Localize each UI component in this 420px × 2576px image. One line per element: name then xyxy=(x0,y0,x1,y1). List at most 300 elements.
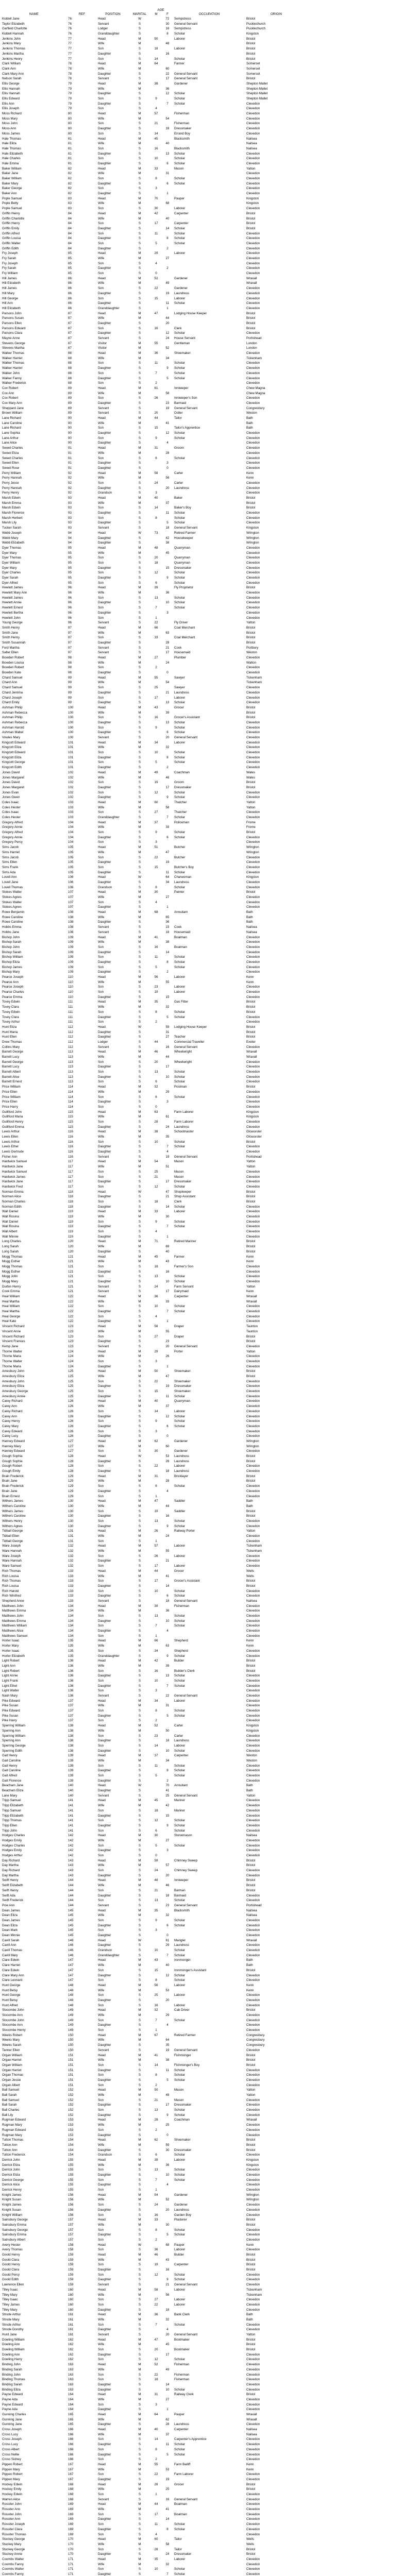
cell-name: Pople Samuel xyxy=(2,207,22,211)
cell-female-age xyxy=(161,221,172,226)
cell-name: Vincent Richard xyxy=(2,1334,25,1338)
cell-origin: Wrington xyxy=(246,2193,259,2197)
cell-male-age: 20 xyxy=(154,411,158,415)
cell-position: Son xyxy=(98,1264,104,1268)
table-row xyxy=(0,1404,420,1409)
table-row xyxy=(0,1294,420,1299)
cell-occupation: Scholar xyxy=(174,431,185,435)
cell-male-age xyxy=(149,22,161,27)
cell-marital: S xyxy=(138,1269,141,1274)
cell-female-age xyxy=(161,156,172,161)
cell-male-age: 27 xyxy=(154,2298,158,2302)
cell-male-age xyxy=(149,76,161,81)
cell-position: Head xyxy=(98,1878,106,1883)
cell-origin: Bristol xyxy=(246,1340,256,1344)
table-row xyxy=(0,2308,420,2313)
cell-ref: 143 xyxy=(68,1869,74,1873)
cell-name: Vincent Anne xyxy=(2,1329,21,1333)
cell-female-age xyxy=(161,1020,172,1025)
cell-name: Organ Albert xyxy=(2,2083,20,2087)
cell-position: Servant xyxy=(98,1344,109,1348)
cell-origin: Clevedon xyxy=(246,860,260,865)
cell-name: Binding Sarah xyxy=(2,2367,22,2371)
table-row xyxy=(0,1963,420,1968)
cell-position: Wife xyxy=(98,710,105,715)
cell-female-age xyxy=(161,531,172,536)
cell-female-age: 9 xyxy=(166,1654,169,1658)
cell-marital: S xyxy=(138,131,141,135)
cell-male-age: 0 xyxy=(155,1854,157,1857)
cell-name: Jenkins Mary xyxy=(2,42,21,46)
cell-male-age: 56 xyxy=(154,1983,158,1987)
cell-position: Son xyxy=(98,2458,104,2462)
cell-ref: 124 xyxy=(68,1349,74,1353)
cell-ref: 139 xyxy=(68,1758,74,1762)
cell-name: Drew Thomas xyxy=(2,1040,22,1044)
cell-origin: Clevedon xyxy=(246,101,260,106)
cell-name: Dyer Alfred xyxy=(2,581,18,585)
cell-marital: S xyxy=(138,2552,141,2556)
cell-male-age xyxy=(149,226,161,231)
cell-origin: Wraxall xyxy=(246,1295,257,1298)
cell-female-age: 51 xyxy=(165,1165,170,1169)
cell-female-age: 28 xyxy=(165,2422,170,2427)
cell-ref: 101 xyxy=(68,740,74,744)
cell-origin: Clevedon xyxy=(246,461,260,465)
table-row xyxy=(0,1269,420,1275)
cell-origin: Bristol xyxy=(246,506,256,510)
cell-name: Clare Edwin xyxy=(2,1958,20,1962)
cell-name: Sims Jacob xyxy=(2,855,19,859)
cell-male-age xyxy=(149,2023,161,2028)
cell-occupation: Barman xyxy=(174,1888,186,1892)
cell-name: Bishop Sarah xyxy=(2,950,22,954)
cell-position: Daughter xyxy=(98,101,111,106)
cell-name: Cavill Sarah xyxy=(2,1938,20,1942)
cell-occupation xyxy=(172,1703,244,1708)
cell-female-age xyxy=(161,1908,172,1913)
table-row xyxy=(0,2452,420,2458)
cell-name: Griffin Walter xyxy=(2,241,21,245)
cell-position: Head xyxy=(98,2413,106,2416)
cell-marital: S xyxy=(138,1080,141,1084)
cell-female-age: 29 xyxy=(165,1090,170,1094)
cell-origin: Portishead xyxy=(246,1155,262,1159)
table-row xyxy=(0,980,420,985)
cell-name: Sperring George xyxy=(2,1743,26,1748)
table-row xyxy=(0,760,420,765)
cell-marital: S xyxy=(138,716,141,720)
table-row xyxy=(0,2043,420,2048)
cell-male-age: 11 xyxy=(154,2522,158,2527)
cell-occupation xyxy=(172,2397,244,2402)
cell-occupation: Bootmaker xyxy=(174,2348,190,2352)
cell-ref: 95 xyxy=(68,546,72,550)
table-row xyxy=(0,1090,420,1095)
table-row xyxy=(0,2527,420,2532)
cell-ref: 85 xyxy=(68,251,72,256)
table-row xyxy=(0,251,420,256)
cell-marital: M xyxy=(138,42,141,46)
cell-position: Daughter xyxy=(98,960,111,964)
cell-male-age xyxy=(149,1923,161,1928)
cell-name: Griffin Henry xyxy=(2,211,20,215)
cell-male-age xyxy=(149,87,161,92)
cell-ref: 131 xyxy=(68,1539,74,1543)
cell-name: Long Sarah xyxy=(2,1249,19,1253)
cell-origin: Clevedon xyxy=(246,2502,260,2506)
cell-origin: Clevedon xyxy=(246,1604,260,1608)
cell-marital: S xyxy=(138,1304,141,1309)
cell-origin: Bristol xyxy=(246,321,256,325)
cell-position: Daughter xyxy=(98,161,111,165)
cell-name: Heal Martha xyxy=(2,1299,20,1303)
cell-ref: 109 xyxy=(68,970,74,974)
cell-name: Swift Frederick xyxy=(2,1899,23,1903)
cell-name: Derrick John xyxy=(2,2158,20,2162)
table-row xyxy=(0,2133,420,2138)
cell-ref: 144 xyxy=(68,1899,74,1903)
cell-ref: 86 xyxy=(68,286,72,291)
cell-position: Son xyxy=(98,122,104,126)
cell-female-age: 17 xyxy=(165,1065,170,1069)
column-header-name: NAME xyxy=(29,12,39,16)
cell-position: Granddaughter xyxy=(98,32,120,36)
cell-origin: Clevedon xyxy=(246,2363,260,2367)
table-row xyxy=(0,296,420,301)
cell-marital: S xyxy=(138,2108,141,2112)
table-row xyxy=(0,1958,420,1963)
cell-ref: 122 xyxy=(68,1314,74,1318)
cell-marital: S xyxy=(138,990,141,994)
cell-occupation xyxy=(172,490,244,496)
cell-ref: 100 xyxy=(68,731,74,735)
table-row xyxy=(0,1364,420,1369)
table-row xyxy=(0,1584,420,1589)
cell-origin: Bristol xyxy=(246,1884,256,1888)
cell-female-age: 40 xyxy=(165,1249,170,1253)
cell-ref: 90 xyxy=(68,421,72,425)
cell-marital: S xyxy=(138,2273,141,2277)
cell-occupation: Scholar xyxy=(174,521,185,525)
cell-name: Matthews John xyxy=(2,1604,24,1608)
cell-origin: Bristol xyxy=(246,1249,256,1253)
cell-name: Hardwick Samuel xyxy=(2,1160,27,1164)
cell-origin: Nailsea xyxy=(246,1834,257,1838)
cell-female-age: 8 xyxy=(166,960,169,964)
table-row xyxy=(0,1988,420,1993)
cell-occupation xyxy=(172,1374,244,1379)
cell-position: Son xyxy=(98,207,104,211)
cell-origin: Clevedon xyxy=(246,1090,260,1094)
table-row xyxy=(0,241,420,246)
cell-occupation: Scholar xyxy=(174,2173,185,2177)
cell-marital: S xyxy=(138,2477,141,2481)
table-row xyxy=(0,371,420,376)
cell-marital: S xyxy=(138,2178,141,2182)
cell-origin: Yatton xyxy=(246,621,256,625)
cell-occupation xyxy=(172,461,244,466)
cell-position: Son xyxy=(98,760,104,765)
cell-name: Gulliford Maria xyxy=(2,1115,23,1119)
table-row xyxy=(0,2337,420,2343)
cell-name: Marsh Florence xyxy=(2,511,24,515)
table-row xyxy=(0,2542,420,2547)
cell-name: Hill James xyxy=(2,286,17,291)
cell-ref: 109 xyxy=(68,945,74,949)
cell-marital: M xyxy=(138,1534,141,1538)
column-header-female-age: F xyxy=(166,12,169,16)
cell-male-age xyxy=(149,895,161,900)
cell-origin: Clevedon xyxy=(246,246,260,250)
cell-origin: Clevedon xyxy=(246,2408,260,2412)
table-row xyxy=(0,1060,420,1065)
cell-name: Knight Susan xyxy=(2,2208,21,2212)
cell-male-age xyxy=(149,860,161,865)
cell-name: Carey Ann xyxy=(2,1414,17,1418)
cell-position: Wife xyxy=(98,1549,105,1553)
cell-position: Servant xyxy=(98,2048,109,2052)
table-row xyxy=(0,1888,420,1893)
cell-ref: 105 xyxy=(68,860,74,865)
cell-female-age xyxy=(161,790,172,795)
cell-occupation xyxy=(172,2317,244,2323)
cell-position: Head xyxy=(98,166,106,171)
cell-female-age xyxy=(161,1868,172,1873)
cell-position: Daughter xyxy=(98,2103,111,2107)
table-row xyxy=(0,26,420,31)
cell-marital: M xyxy=(138,775,141,779)
table-row xyxy=(0,800,420,805)
cell-origin: Clevedon xyxy=(246,2098,260,2102)
cell-position: Daughter xyxy=(98,640,111,645)
cell-marital: S xyxy=(138,725,141,730)
cell-occupation: Fly Driver xyxy=(174,621,188,625)
cell-occupation: Errand Boy xyxy=(174,131,190,135)
cell-female-age xyxy=(161,561,172,566)
cell-marital: S xyxy=(138,1684,141,1688)
cell-male-age xyxy=(149,1125,161,1130)
cell-marital: S xyxy=(138,2248,141,2252)
cell-female-age: 8 xyxy=(166,1769,169,1773)
cell-position: Daughter xyxy=(98,1489,111,1493)
cell-male-age: 9 xyxy=(155,725,157,730)
cell-position: Head xyxy=(98,1240,106,1244)
cell-name: Tidball Ellen xyxy=(2,1534,20,1538)
cell-male-age xyxy=(149,1414,161,1419)
cell-ref: 80 xyxy=(68,131,72,135)
cell-male-age: 34 xyxy=(154,1699,158,1703)
cell-marital: M xyxy=(138,1439,141,1443)
cell-marital: S xyxy=(138,1719,141,1723)
cell-female-age: 57 xyxy=(165,1863,170,1868)
table-row xyxy=(0,1155,420,1160)
cell-occupation: Coachman xyxy=(174,2118,190,2122)
cell-origin: Clevedon xyxy=(246,1869,260,1873)
cell-male-age: 10 xyxy=(154,751,158,755)
cell-marital: S xyxy=(138,151,141,156)
cell-name: Clare Mary Ann xyxy=(2,1973,24,1977)
cell-male-age xyxy=(149,2013,161,2018)
cell-position: Wife xyxy=(98,591,105,595)
cell-name: Rowe Caroline xyxy=(2,915,23,919)
cell-origin: Shepton Mallet xyxy=(246,97,268,100)
table-row xyxy=(0,2178,420,2183)
cell-occupation xyxy=(172,191,244,196)
cell-position: Head xyxy=(98,1190,106,1194)
cell-origin: Clevedon xyxy=(246,127,260,131)
cell-marital: M xyxy=(138,1055,141,1059)
cell-name: Hodges Emily xyxy=(2,1849,22,1853)
cell-origin: Clevedon xyxy=(246,1279,260,1283)
cell-ref: 117 xyxy=(68,1170,73,1174)
cell-position: Daughter xyxy=(98,1065,111,1069)
cell-occupation: Grocer xyxy=(174,1569,184,1573)
table-row xyxy=(0,1608,420,1614)
cell-position: Son xyxy=(98,1743,104,1748)
cell-name: Heal Kate xyxy=(2,1319,16,1324)
table-row xyxy=(0,2108,420,2113)
cell-occupation: Laundress xyxy=(174,690,189,694)
cell-name: Brain Frederick xyxy=(2,1474,24,1478)
cell-marital: M xyxy=(138,2537,141,2541)
cell-ref: 127 xyxy=(68,1444,74,1448)
cell-male-age: 50 xyxy=(154,2088,158,2092)
cell-position: Head xyxy=(98,1399,106,1403)
cell-occupation: Shoemaker xyxy=(174,1389,191,1394)
cell-origin: Clevedon xyxy=(246,381,260,385)
cell-name: Smith Susannah xyxy=(2,640,26,645)
table-row xyxy=(0,2013,420,2018)
cell-male-age xyxy=(149,1524,161,1529)
table-row xyxy=(0,2287,420,2293)
cell-origin: Somerset xyxy=(246,62,260,66)
cell-name: Walker John xyxy=(2,371,20,375)
cell-female-age: 10 xyxy=(165,601,170,605)
cell-female-age xyxy=(161,1948,172,1953)
cell-male-age: 16 xyxy=(154,1669,158,1673)
cell-name: Sheppard Jane xyxy=(2,406,24,410)
table-row xyxy=(0,1853,420,1858)
cell-occupation xyxy=(172,1164,244,1170)
cell-origin: Clevedon xyxy=(246,556,260,560)
table-row xyxy=(0,1993,420,1998)
cell-female-age xyxy=(161,1509,172,1514)
table-row xyxy=(0,2317,420,2323)
cell-name: Pike Edward xyxy=(2,1709,20,1713)
cell-origin: Kenn xyxy=(246,1644,254,1648)
cell-ref: 86 xyxy=(68,291,72,295)
cell-ref: 138 xyxy=(68,1734,74,1738)
cell-origin: Bristol xyxy=(246,1010,256,1014)
cell-occupation: Teacher xyxy=(174,1035,186,1039)
cell-name: Swift Ada xyxy=(2,1893,15,1897)
cell-female-age xyxy=(161,845,172,850)
cell-male-age xyxy=(149,2123,161,2128)
cell-male-age xyxy=(149,1758,161,1764)
table-row xyxy=(0,1005,420,1010)
cell-ref: 147 xyxy=(68,1978,74,1982)
cell-name: Rich Thomas xyxy=(2,1569,21,1573)
cell-female-age xyxy=(161,1519,172,1524)
cell-origin: Clevedon xyxy=(246,1364,260,1368)
cell-origin: Bristol xyxy=(246,2482,256,2486)
cell-female-age: 13 xyxy=(165,1674,170,1678)
cell-male-age: 18 xyxy=(154,47,158,51)
cell-occupation: Scholar xyxy=(174,2323,185,2327)
cell-ref: 148 xyxy=(68,1983,74,1987)
cell-origin: Congresbury xyxy=(246,2043,265,2047)
table-row xyxy=(0,1838,420,1843)
cell-male-age: 8 xyxy=(155,177,157,180)
cell-female-age: 38 xyxy=(165,940,170,944)
cell-occupation: Carpenter xyxy=(174,222,189,226)
cell-occupation: Coachman xyxy=(174,770,190,774)
table-row xyxy=(0,2223,420,2228)
cell-occupation: Scholar xyxy=(174,1095,185,1099)
cell-male-age: 18 xyxy=(154,1199,158,1204)
table-row xyxy=(0,391,420,396)
cell-position: Daughter xyxy=(98,1015,111,1019)
table-row xyxy=(0,1209,420,1214)
cell-origin: Clevedon xyxy=(246,1120,260,1124)
cell-occupation: General Servant xyxy=(174,2048,198,2052)
cell-marital: S xyxy=(138,1494,141,1498)
cell-marital: M xyxy=(138,2218,141,2222)
cell-occupation: Laborer xyxy=(174,296,186,300)
cell-name: Ford Martha xyxy=(2,646,20,650)
cell-female-age xyxy=(161,146,172,151)
table-row xyxy=(0,2407,420,2412)
column-header-origin: ORIGIN xyxy=(270,12,282,16)
cell-ref: 105 xyxy=(68,850,74,854)
cell-name: Horler Mary xyxy=(2,1644,19,1648)
cell-female-age: 23 xyxy=(165,401,170,405)
cell-male-age: 22 xyxy=(154,621,158,625)
cell-male-age: 55 xyxy=(154,341,158,345)
cell-ref: 163 xyxy=(68,2378,74,2382)
cell-marital: M xyxy=(138,1479,141,1483)
cell-male-age: 8 xyxy=(155,2228,157,2232)
cell-name: Moss John xyxy=(2,122,18,126)
cell-occupation xyxy=(172,391,244,396)
cell-position: Daughter xyxy=(98,1789,111,1793)
cell-marital: M xyxy=(138,1549,141,1553)
cell-position: Wife xyxy=(98,1838,105,1842)
cell-marital: S xyxy=(138,1145,141,1149)
cell-name: Brain Frederick xyxy=(2,1484,24,1488)
cell-ref: 83 xyxy=(68,207,72,211)
table-row xyxy=(0,780,420,785)
table-row xyxy=(0,1773,420,1778)
cell-origin: Clevedon xyxy=(246,2298,260,2302)
cell-position: Head xyxy=(98,2363,106,2367)
cell-position: Head xyxy=(98,2557,106,2561)
cell-female-age xyxy=(161,326,172,331)
cell-female-age: 15 xyxy=(165,1814,170,1818)
cell-occupation: Carter xyxy=(174,471,183,475)
cell-male-age: 44 xyxy=(154,416,158,420)
cell-female-age: 24 xyxy=(165,1125,170,1129)
cell-name: Hewlett Ernest xyxy=(2,606,23,610)
cell-marital: S xyxy=(138,1973,141,1977)
cell-female-age xyxy=(161,1110,172,1115)
cell-occupation xyxy=(172,980,244,985)
cell-ref: 161 xyxy=(68,2313,74,2317)
cell-position: Son xyxy=(98,2018,104,2022)
cell-male-age xyxy=(149,1903,161,1908)
cell-marital: S xyxy=(138,2228,141,2232)
